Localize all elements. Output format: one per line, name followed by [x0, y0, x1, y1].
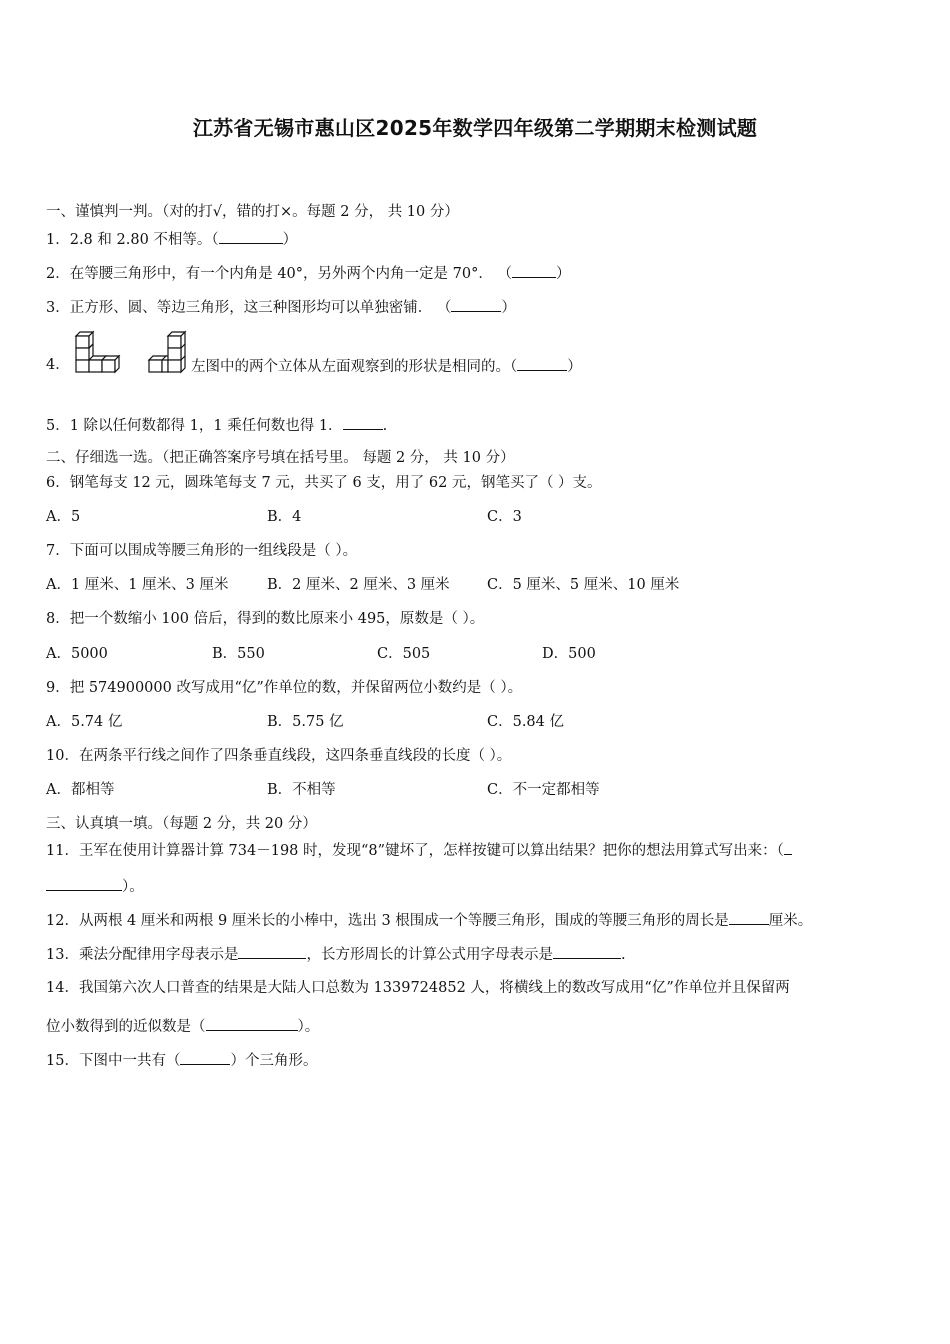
question-13-end: .	[620, 947, 626, 963]
answer-blank[interactable]	[517, 356, 567, 371]
question-13	[46, 944, 626, 964]
question-12	[46, 910, 812, 930]
question-4-number: 4．	[46, 357, 70, 373]
option-a[interactable]: A．5	[46, 509, 81, 525]
option-b[interactable]: B．550	[212, 646, 265, 662]
option-a[interactable]: A．都相等	[46, 782, 115, 798]
question-4-close: ）	[567, 359, 582, 375]
question-14-close: ）。	[297, 1019, 320, 1035]
cube-figure-right	[145, 330, 191, 374]
question-14: 14．我国第六次人口普查的结果是大陆人口总数为 1339724852 人，将横线上的数改写成用“亿”作单位并且保留两	[46, 980, 790, 996]
option-a[interactable]: A．5000	[46, 646, 108, 662]
answer-blank[interactable]	[180, 1050, 230, 1065]
option-c[interactable]: C．不一定都相等	[487, 782, 600, 798]
question-13-text: 13．乘法分配律用字母表示是	[46, 947, 239, 963]
question-15-text: 15．下图中一共有（	[46, 1053, 181, 1069]
option-b[interactable]: B．不相等	[267, 782, 336, 798]
answer-blank[interactable]	[729, 910, 769, 925]
answer-blank[interactable]	[343, 415, 383, 430]
answer-blank[interactable]	[553, 944, 621, 959]
question-15-close: ）个三角形。	[230, 1053, 318, 1069]
answer-blank[interactable]	[46, 876, 122, 891]
question-4	[191, 356, 582, 376]
question-1-text: 1．2.8 和 2.80 不相等。（	[46, 232, 219, 248]
answer-blank[interactable]	[451, 297, 501, 312]
option-b[interactable]: B．5.75 亿	[267, 714, 344, 730]
question-3-text: 3．正方形、圆、等边三角形，这三种图形均可以单独密铺． （	[46, 300, 452, 316]
question-2-text: 2．在等腰三角形中，有一个内角是 40°，另外两个内角一定是 70°． （	[46, 266, 512, 282]
option-a[interactable]: A．1 厘米、1 厘米、3 厘米	[46, 577, 229, 593]
question-9: 9．把 574900000 改写成用“亿”作单位的数，并保留两位小数约是（ ）。	[46, 680, 523, 696]
option-d[interactable]: D．500	[542, 646, 596, 662]
question-1	[46, 229, 297, 249]
question-5	[46, 415, 387, 435]
question-5-text: 5．1 除以任何数都得 1，1 乘任何数也得 1．	[46, 418, 343, 434]
cube-figure-left	[72, 330, 124, 374]
question-2	[46, 263, 570, 283]
section-1-heading: 一、谨慎判一判。（对的打√，错的打×。每题 2 分， 共 10 分）	[46, 204, 459, 220]
answer-blank[interactable]	[219, 229, 283, 244]
answer-blank[interactable]	[206, 1016, 298, 1031]
page-title: 江苏省无锡市惠山区2025年数学四年级第二学期期末检测试题	[192, 116, 758, 140]
question-11-text: 11．王军在使用计算器计算 734－198 时，发现“8”键坏了，怎样按键可以算出结果？把你的想法用算式写出来：（	[46, 843, 784, 859]
option-a[interactable]: A．5.74 亿	[46, 714, 123, 730]
question-14-continued	[46, 1016, 319, 1036]
question-12-text: 12．从两根 4 厘米和两根 9 厘米长的小棒中，选出 3 根围成一个等腰三角形，围成的等腰三角形的周长是	[46, 913, 729, 929]
question-13-mid: ，长方形周长的计算公式用字母表示是	[306, 947, 553, 963]
question-2-close: ）	[555, 266, 571, 282]
question-3-close: ）	[501, 300, 516, 316]
question-7: 7．下面可以围成等腰三角形的一组线段是（ ）。	[46, 543, 358, 559]
option-c[interactable]: C．505	[377, 646, 431, 662]
option-b[interactable]: B．4	[267, 509, 302, 525]
question-11-continued	[46, 876, 144, 896]
question-6: 6．钢笔每支 12 元，圆珠笔每支 7 元，共买了 6 支，用了 62 元，钢笔买了（ ）支。	[46, 475, 602, 491]
question-3	[46, 297, 516, 317]
question-4-text: 左图中的两个立体从左面观察到的形状是相同的。（	[191, 359, 518, 375]
question-11-close: ）。	[122, 879, 144, 895]
question-5-close: .	[382, 418, 388, 434]
question-1-close: ）	[282, 232, 298, 248]
option-c[interactable]: C．3	[487, 509, 522, 525]
section-3-heading: 三、认真填一填。（每题 2 分，共 20 分）	[46, 816, 317, 832]
question-14-text: 位小数得到的近似数是（	[46, 1019, 206, 1035]
question-10: 10．在两条平行线之间作了四条垂直线段，这四条垂直线段的长度（ ）。	[46, 748, 512, 764]
question-15	[46, 1050, 317, 1070]
section-2-heading: 二、仔细选一选。（把正确答案序号填在括号里。 每题 2 分， 共 10 分）	[46, 450, 515, 466]
answer-blank[interactable]	[512, 263, 556, 278]
answer-blank-start[interactable]	[784, 840, 792, 855]
option-b[interactable]: B．2 厘米、2 厘米、3 厘米	[267, 577, 450, 593]
option-c[interactable]: C．5.84 亿	[487, 714, 564, 730]
option-c[interactable]: C．5 厘米、5 厘米、10 厘米	[487, 577, 680, 593]
question-11	[46, 840, 792, 860]
question-8: 8．把一个数缩小 100 倍后，得到的数比原来小 495，原数是（ ）。	[46, 611, 485, 627]
question-12-unit: 厘米。	[768, 913, 813, 929]
answer-blank[interactable]	[238, 944, 306, 959]
